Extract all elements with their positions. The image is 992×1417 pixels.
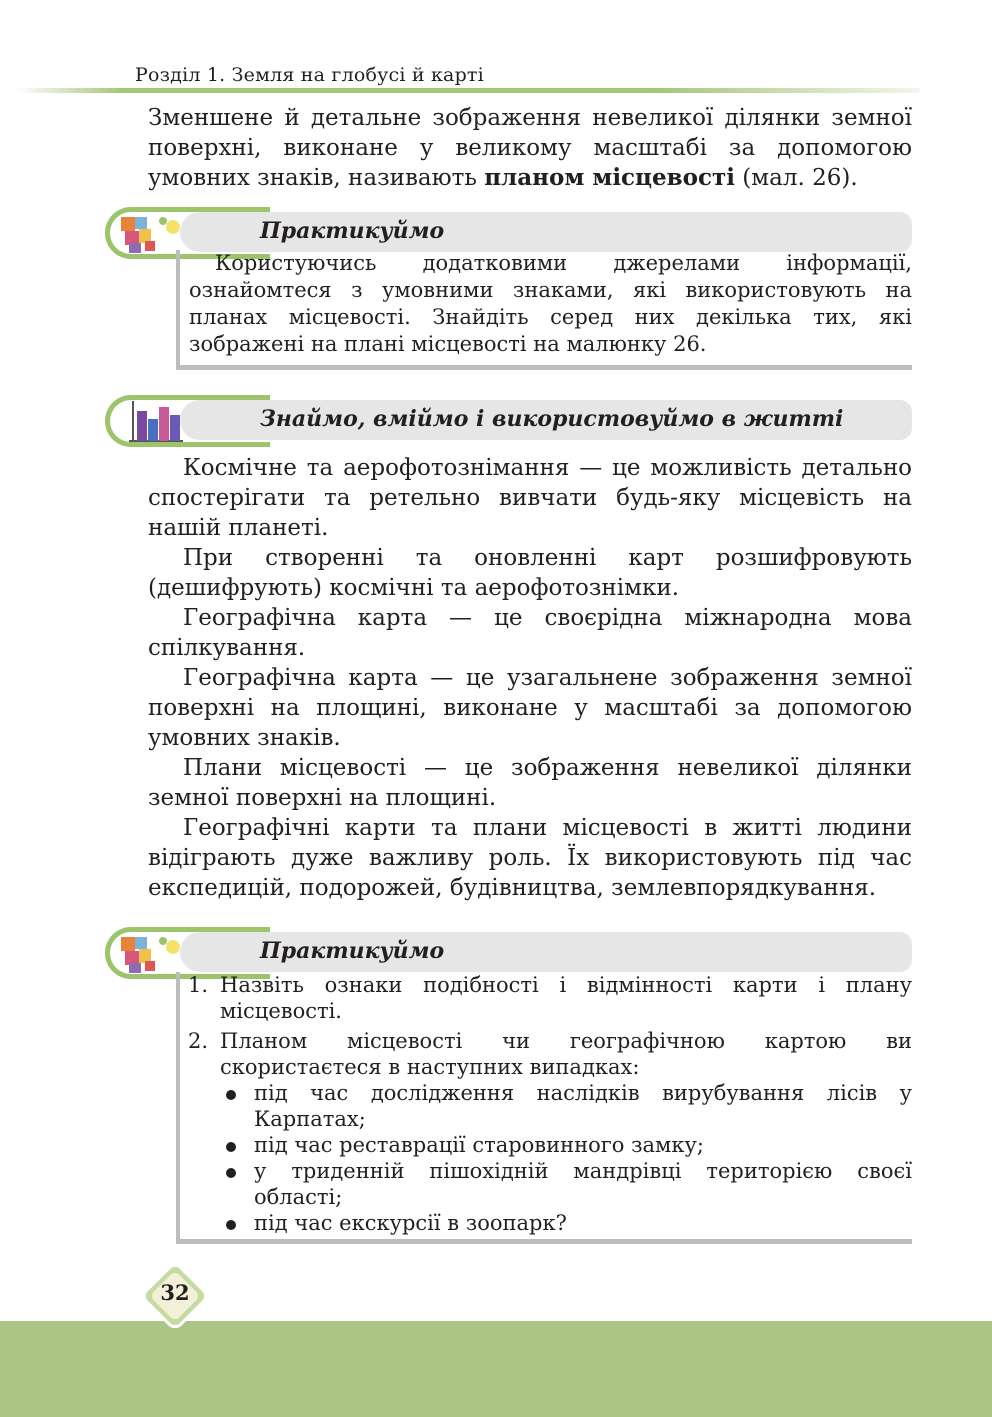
intro-paragraph: Зменшене й детальне зображення невеликої ділянки земної поверхні, виконане у великому масштабі за допомогою умовних знаків, називають планом місцевості (мал. 26).: [148, 105, 912, 191]
know-paragraph-2: При створенні та оновленні карт розшифровують (дешифрують) космічні та аерофотознімки.: [148, 545, 912, 601]
bullet-icon: [226, 1168, 236, 1178]
page-number: 32: [160, 1280, 190, 1305]
practice-box-1: [176, 250, 912, 370]
footer-band: [0, 1321, 992, 1417]
header-divider: [15, 88, 920, 93]
know-paragraph-3: Географічна карта — це своєрідна міжнародна мова спілкування.: [148, 605, 912, 661]
practice-box-2: [176, 972, 912, 1244]
know-paragraph-6: Географічні карти та плани місцевості в житті людини відіграють дуже важливу роль. Їх використовують під час експедицій, подорожей, будівництва, землевпорядкування.: [148, 815, 912, 901]
practice-title-2: Практикуймо: [260, 938, 445, 964]
running-header: Розділ 1. Земля на глобусі й карті: [135, 64, 484, 86]
bullet-icon: [226, 1090, 236, 1100]
know-header: [105, 395, 915, 447]
bullet-item: під час дослідження наслідків вирубування лісів у Карпатах;: [180, 1080, 912, 1132]
chart-icon: [115, 401, 185, 443]
bullet-item: у триденній пішохідній мандрівці територією своєї області;: [180, 1158, 912, 1210]
puzzle-icon: [115, 213, 185, 255]
know-paragraph-1: Космічне та аерофотознімання — це можливість детально спостерігати та ретельно вивчати будь-яку місцевість на нашій планеті.: [148, 455, 912, 541]
bullet-icon: [226, 1220, 236, 1230]
list-number: 2.: [188, 1029, 209, 1053]
key-term: планом місцевості: [484, 164, 735, 191]
bullet-item: під час реставрації старовинного замку;: [180, 1132, 912, 1158]
list-item: 2. Планом місцевості чи географічною картою ви скористаєтеся в наступних випадках:: [188, 1029, 912, 1079]
bullet-item: під час екскурсії в зоопарк?: [180, 1210, 912, 1236]
know-title: Знаймо, вміймо і використовуймо в житті: [260, 406, 844, 432]
practice-text-1: Користуючись додатковими джерелами інформації, ознайомтеся з умовними знаками, які використовують на планах місцевості. Знайдіть серед них декілька тих, які зображені на плані місцевості на малюнку 26.: [189, 251, 912, 356]
list-number: 1.: [188, 973, 209, 997]
know-paragraph-5: Плани місцевості — це зображення невеликої ділянки земної поверхні на площині.: [148, 755, 912, 811]
list-item: 1. Назвіть ознаки подібності і відмінності карти і плану місцевості.: [188, 973, 912, 1023]
bullet-icon: [226, 1142, 236, 1152]
know-paragraph-4: Географічна карта — це узагальнене зображення земної поверхні на площині, виконане у масштабі за допомогою умовних знаків.: [148, 665, 912, 751]
puzzle-icon: [115, 933, 185, 975]
practice-title-1: Практикуймо: [260, 218, 445, 244]
